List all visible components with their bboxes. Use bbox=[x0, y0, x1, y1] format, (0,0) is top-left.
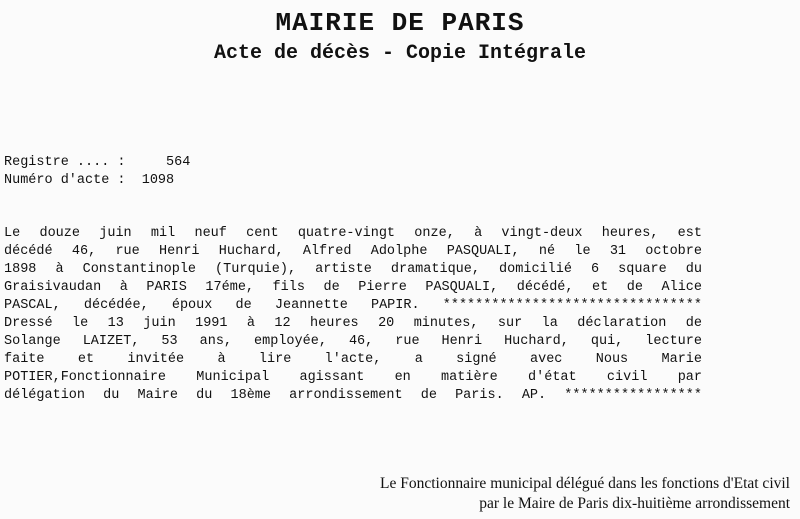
numero-acte-line: Numéro d'acte : 1098 bbox=[4, 173, 175, 188]
act-line: Solange LAIZET, 53 ans, employée, 46, rue Henri Huchard, qui, lecture bbox=[4, 334, 702, 349]
act-line: POTIER,Fonctionnaire Municipal agissant en matière d'état civil par bbox=[4, 370, 702, 385]
signature-line-2: par le Maire de Paris dix-huitième arrondissement bbox=[479, 495, 790, 512]
act-line: Dressé le 13 juin 1991 à 12 heures 20 minutes, sur la déclaration de bbox=[4, 316, 702, 331]
act-line: Graisivaudan à PARIS 17éme, fils de Pierre PASQUALI, décédé, et de Alice bbox=[4, 280, 702, 295]
act-line: PASCAL, décédée, époux de Jeannette PAPIR. ******************************** bbox=[4, 298, 702, 313]
act-line: décédé 46, rue Henri Huchard, Alfred Adolphe PASQUALI, né le 31 octobre bbox=[4, 244, 702, 259]
page-title: MAIRIE DE PARIS bbox=[275, 8, 525, 38]
act-line: 1898 à Constantinople (Turquie), artiste dramatique, domicilié 6 square du bbox=[4, 262, 702, 277]
act-line: Le douze juin mil neuf cent quatre-vingt onze, à vingt-deux heures, est bbox=[4, 226, 702, 241]
signature-block bbox=[380, 474, 790, 514]
signature-line-1: Le Fonctionnaire municipal délégué dans les fonctions d'Etat civil bbox=[380, 475, 790, 492]
registry-block bbox=[4, 154, 190, 190]
act-line: faite et invitée à lire l'acte, a signé avec Nous Marie bbox=[4, 352, 702, 367]
page-subtitle: Acte de décès - Copie Intégrale bbox=[213, 42, 587, 65]
act-body bbox=[4, 225, 702, 405]
registre-line: Registre .... : 564 bbox=[4, 155, 191, 170]
act-line: délégation du Maire du 18ème arrondissement de Paris. AP. ***************** bbox=[4, 388, 702, 403]
